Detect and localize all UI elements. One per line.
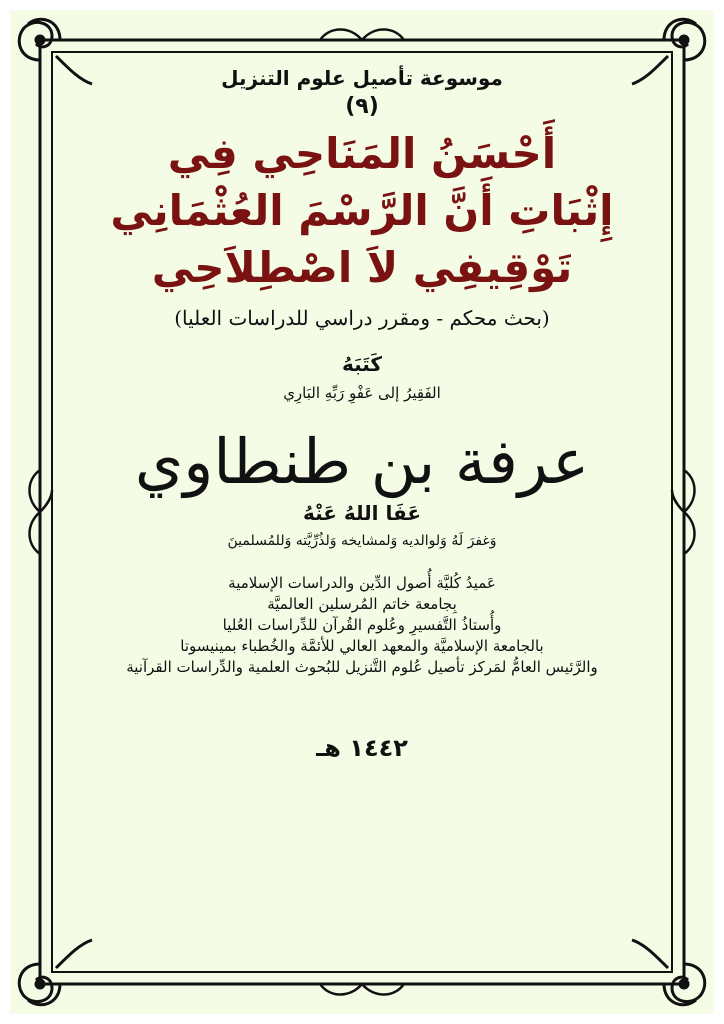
series-number: (٩) bbox=[345, 94, 379, 119]
book-title-line-2: إِثْبَاتِ أَنَّ الرَّسْمَ العُثْمَانِي bbox=[110, 186, 614, 236]
cover-content bbox=[60, 60, 664, 960]
top-ornament bbox=[320, 30, 404, 41]
position-line: بِجامعة خاتم المُرسلين العالميَّة bbox=[267, 594, 457, 613]
book-title-line-3: تَوْقِيفِي لاَ اصْطِلاَحِي bbox=[151, 243, 573, 293]
position-line: وأُستاذُ التَّفسيرِ وعُلوم القُرآن للدِّراسات العُليا bbox=[222, 615, 502, 634]
position-line: والرَّئيس العامُّ لمَركز تأصيل عُلوم التَّنزيل للبُحوث العلمية والدِّراسات القرآنية bbox=[126, 657, 598, 676]
position-line: عَميدُ كُليَّة أُصول الدِّين والدراسات الإسلامية bbox=[228, 573, 496, 592]
bottom-ornament bbox=[320, 984, 404, 995]
series-title: موسوعة تأصيل علوم التنزيل bbox=[221, 66, 503, 90]
book-title-line-1: أَحْسَنُ المَنَاحِي فِي bbox=[167, 129, 557, 178]
book-subtitle: (بحث محكم - ومقرر دراسي للدراسات العليا) bbox=[174, 306, 550, 331]
author-name-calligraphy: عرفة بن طنطاوي bbox=[134, 425, 590, 499]
written-by-label: كَتَبَهُ bbox=[341, 352, 383, 377]
author-prayer: وَغفرَ لَهُ وَلوالديه وَلمشايخه وَلذُرِّيَّته وَللمُسلمينَ bbox=[227, 532, 497, 549]
book-title bbox=[60, 125, 664, 296]
author-epithet: الفَقِيرُ إلى عَفْوِ رَبِّهِ البَارِي bbox=[283, 384, 441, 403]
publication-year: ١٤٤٢ هـ bbox=[316, 733, 408, 762]
author-positions bbox=[60, 573, 664, 678]
position-line: بالجامعة الإسلاميَّة والمعهد العالي للأئمَّة والخُطباء بمينيسوتا bbox=[180, 636, 544, 655]
author-pardon: عَفَا اللهُ عَنْهُ bbox=[302, 500, 422, 525]
